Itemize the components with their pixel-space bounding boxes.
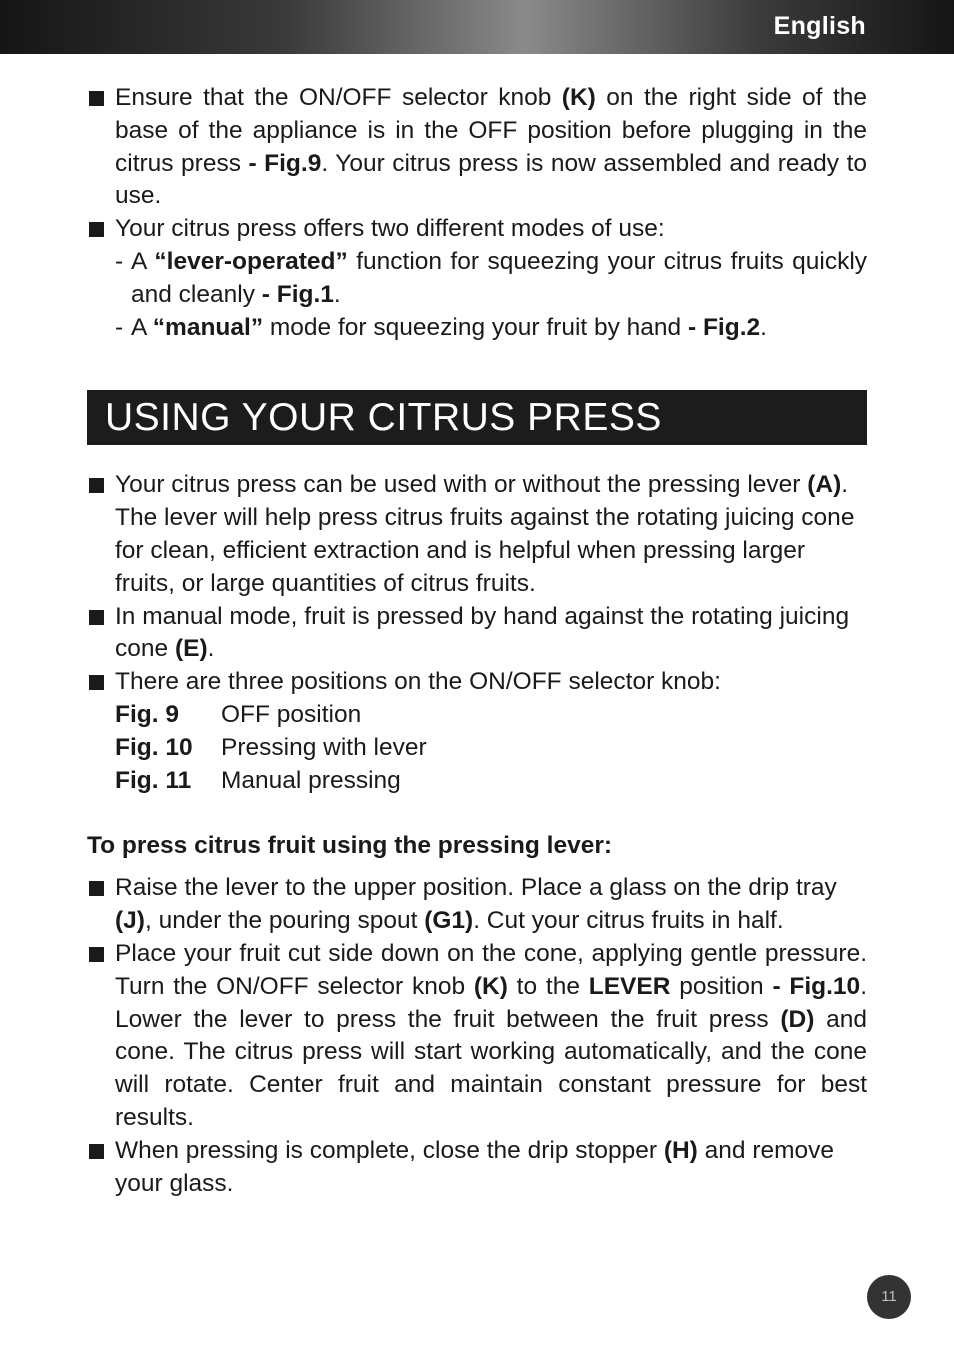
text: . xyxy=(333,280,341,308)
using-bullet-3 xyxy=(87,666,867,699)
text: . The lever will help press citrus fruits against the rotating juicing cone for clean, efficient extraction and is helpful when pressing larger fruits, or large quantities of citrus fruits. xyxy=(115,471,855,597)
lever-position-label: LEVER xyxy=(588,972,671,1000)
text: mode for squeezing your fruit by hand xyxy=(263,313,688,341)
part-label-d: (D) xyxy=(780,1005,815,1033)
intro-bullet-2 xyxy=(87,213,867,246)
mode-item-lever xyxy=(87,246,867,312)
text: function for squeezing your citrus fruits quickly and cleanly xyxy=(131,247,868,308)
bullet-square-icon xyxy=(89,478,104,493)
fig-ref: - Fig.2 xyxy=(688,313,761,341)
language-label: English xyxy=(773,12,866,40)
lever-bullet-1 xyxy=(87,872,867,938)
text: A xyxy=(131,247,155,275)
position-label: Pressing with lever xyxy=(221,733,427,761)
part-label-k: (K) xyxy=(561,84,596,111)
position-row xyxy=(87,699,867,732)
text: In manual mode, fruit is pressed by hand against the rotating juicing cone xyxy=(115,602,850,663)
bullet-square-icon xyxy=(89,947,104,962)
text: and cone. The citrus press will start working automatically, and the cone will rotate. Center fruit and maintain constant pressure for best results. xyxy=(115,1005,867,1131)
text: . Your citrus press is now assembled and ready to use. xyxy=(115,149,868,210)
part-label-e: (E) xyxy=(174,635,208,663)
bullet-square-icon xyxy=(89,610,104,625)
fig-ref: - Fig.9 xyxy=(248,149,322,177)
text: When pressing is complete, close the drip stopper xyxy=(115,1136,664,1164)
position-label: OFF position xyxy=(221,700,362,728)
bullet-square-icon xyxy=(89,91,104,106)
position-row xyxy=(87,732,867,765)
text: position xyxy=(670,972,773,1000)
bullet-square-icon xyxy=(89,881,104,896)
part-label-k: (K) xyxy=(473,972,508,1000)
using-bullet-1 xyxy=(87,469,867,600)
text: . xyxy=(207,635,215,663)
part-label-a: (A) xyxy=(807,471,842,499)
text: on the right side of the base of the appliance is in the OFF position before plugging in the citrus press xyxy=(115,84,867,177)
dash-marker: - xyxy=(115,247,124,275)
lever-bullet-2 xyxy=(87,938,867,1135)
mode-item-manual xyxy=(87,312,867,345)
part-label-g1: (G1) xyxy=(424,907,474,935)
header-bar xyxy=(0,0,954,54)
text: . Lower the lever to press the fruit between the fruit press xyxy=(115,972,868,1033)
text: There are three positions on the ON/OFF selector knob: xyxy=(115,668,721,696)
text: . xyxy=(760,313,767,341)
text: A xyxy=(131,313,153,341)
text: Place your fruit cut side down on the cone, applying gentle pressure. Turn the ON/OFF selector knob xyxy=(115,939,867,1000)
intro-bullet-1 xyxy=(87,82,867,213)
text: Your citrus press offers two different modes of use: xyxy=(115,215,665,243)
text: , under the pouring spout xyxy=(144,907,425,935)
subsection-heading: To press citrus fruit using the pressing lever: xyxy=(87,832,613,860)
page-content xyxy=(87,82,867,1200)
fig-ref: - Fig.1 xyxy=(261,280,334,308)
text: to the xyxy=(507,972,589,1000)
mode-name: “lever-operated” xyxy=(154,247,348,275)
text: Ensure that the ON/OFF selector knob xyxy=(115,84,562,111)
part-label-h: (H) xyxy=(663,1136,698,1164)
text: . Cut your citrus fruits in half. xyxy=(473,907,784,935)
section-title: USING YOUR CITRUS PRESS xyxy=(87,390,867,445)
position-fig: Fig. 9 xyxy=(115,700,179,728)
part-label-j: (J) xyxy=(115,907,145,935)
position-fig: Fig. 10 xyxy=(115,733,193,761)
using-bullet-2 xyxy=(87,601,867,667)
text: and remove your glass. xyxy=(115,1136,835,1197)
position-fig: Fig. 11 xyxy=(115,766,192,794)
fig-ref: - Fig.10 xyxy=(772,972,861,1000)
bullet-square-icon xyxy=(89,1144,104,1159)
bullet-square-icon xyxy=(89,222,104,237)
mode-name: “manual” xyxy=(152,313,264,341)
position-label: Manual pressing xyxy=(221,766,401,794)
text: Raise the lever to the upper position. Place a glass on the drip tray xyxy=(115,874,837,902)
page-number-badge: 11 xyxy=(867,1275,911,1319)
position-row xyxy=(87,765,867,798)
bullet-square-icon xyxy=(89,675,104,690)
text: Your citrus press can be used with or without the pressing lever xyxy=(115,471,808,499)
lever-bullet-3 xyxy=(87,1135,867,1201)
dash-marker: - xyxy=(115,313,124,341)
